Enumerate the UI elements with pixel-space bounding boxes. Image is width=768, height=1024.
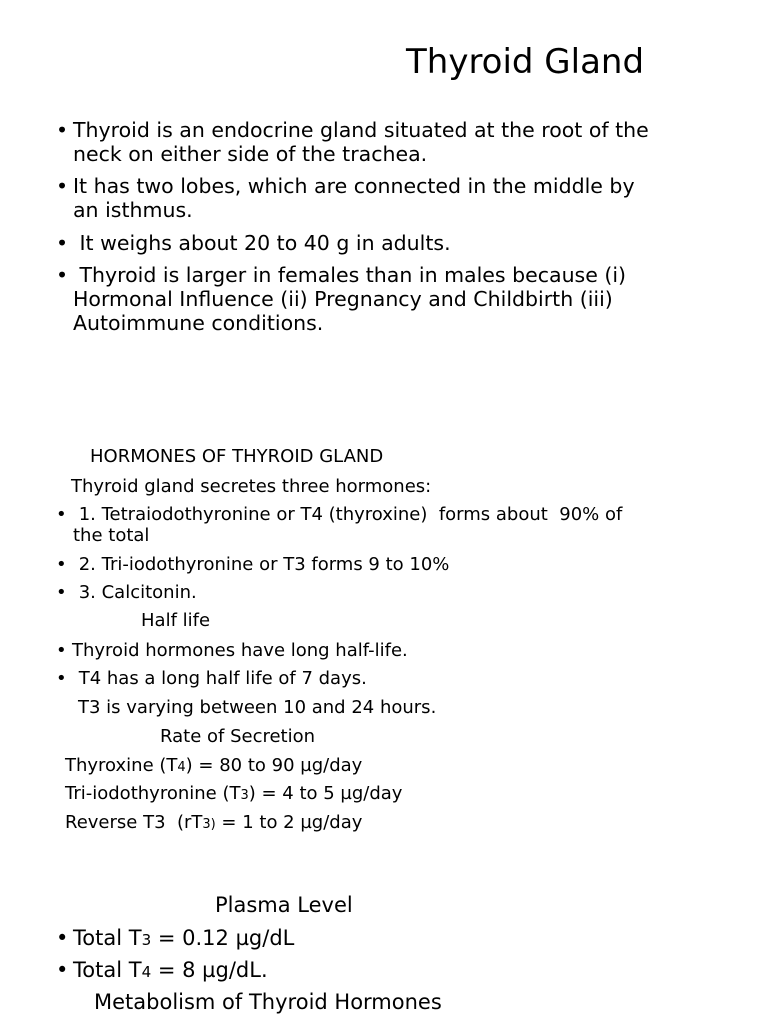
plasma-heading: Plasma Level [215, 893, 353, 917]
plasma-line-1: Total T3 = 0.12 µg/dL [73, 926, 295, 950]
bullet-marker: • [56, 926, 69, 950]
bullet-marker: • [56, 640, 67, 661]
intro-item-4-line-2: Hormonal Influence (ii) Pregnancy and Childbirth (iii) [73, 287, 613, 311]
bullet-marker: • [56, 668, 67, 689]
intro-item-2-line-1: It has two lobes, which are connected in the middle by [73, 174, 635, 198]
hormone-item-1-line-2: the total [73, 525, 150, 546]
hormones-heading: HORMONES OF THYROID GLAND [90, 446, 384, 467]
bullet-marker: • [56, 582, 67, 603]
half-life-line-3: T3 is varying between 10 and 24 hours. [78, 697, 437, 718]
intro-item-4-line-1: Thyroid is larger in females than in males because (i) [73, 263, 627, 287]
hormone-item-2: 2. Tri-iodothyronine or T3 forms 9 to 10% [73, 554, 450, 575]
bullet-marker: • [56, 118, 69, 142]
bullet-marker: • [56, 231, 69, 255]
intro-item-2-line-2: an isthmus. [73, 198, 193, 222]
bullet-marker: • [56, 174, 69, 198]
hormones-intro: Thyroid gland secretes three hormones: [71, 476, 432, 497]
half-life-item-1: Thyroid hormones have long half-life. [72, 640, 408, 661]
intro-item-1-line-2: neck on either side of the trachea. [73, 142, 428, 166]
intro-item-4-line-3: Autoimmune conditions. [73, 311, 324, 335]
intro-item-3-line-1: It weighs about 20 to 40 g in adults. [73, 231, 451, 255]
hormone-item-1-line-1: 1. Tetraiodothyronine or T4 (thyroxine) forms about 90% of [73, 504, 623, 525]
intro-item-1-line-1: Thyroid is an endocrine gland situated at the root of the [73, 118, 649, 142]
secretion-line-2: Tri-iodothyronine (T3) = 4 to 5 µg/day [65, 783, 403, 804]
secretion-line-1: Thyroxine (T4) = 80 to 90 µg/day [65, 755, 363, 776]
bullet-marker: • [56, 504, 67, 525]
metabolism-heading: Metabolism of Thyroid Hormones [94, 990, 442, 1014]
hormone-item-3: 3. Calcitonin. [73, 582, 197, 603]
half-life-item-2: T4 has a long half life of 7 days. [73, 668, 367, 689]
page-title: Thyroid Gland [406, 42, 645, 82]
bullet-marker: • [56, 263, 69, 287]
bullet-marker: • [56, 958, 69, 982]
secretion-heading: Rate of Secretion [160, 726, 316, 747]
bullet-marker: • [56, 554, 67, 575]
plasma-line-2: Total T4 = 8 µg/dL. [73, 958, 268, 982]
secretion-line-3: Reverse T3 (rT3) = 1 to 2 µg/day [65, 812, 363, 833]
half-life-heading: Half life [141, 610, 211, 631]
